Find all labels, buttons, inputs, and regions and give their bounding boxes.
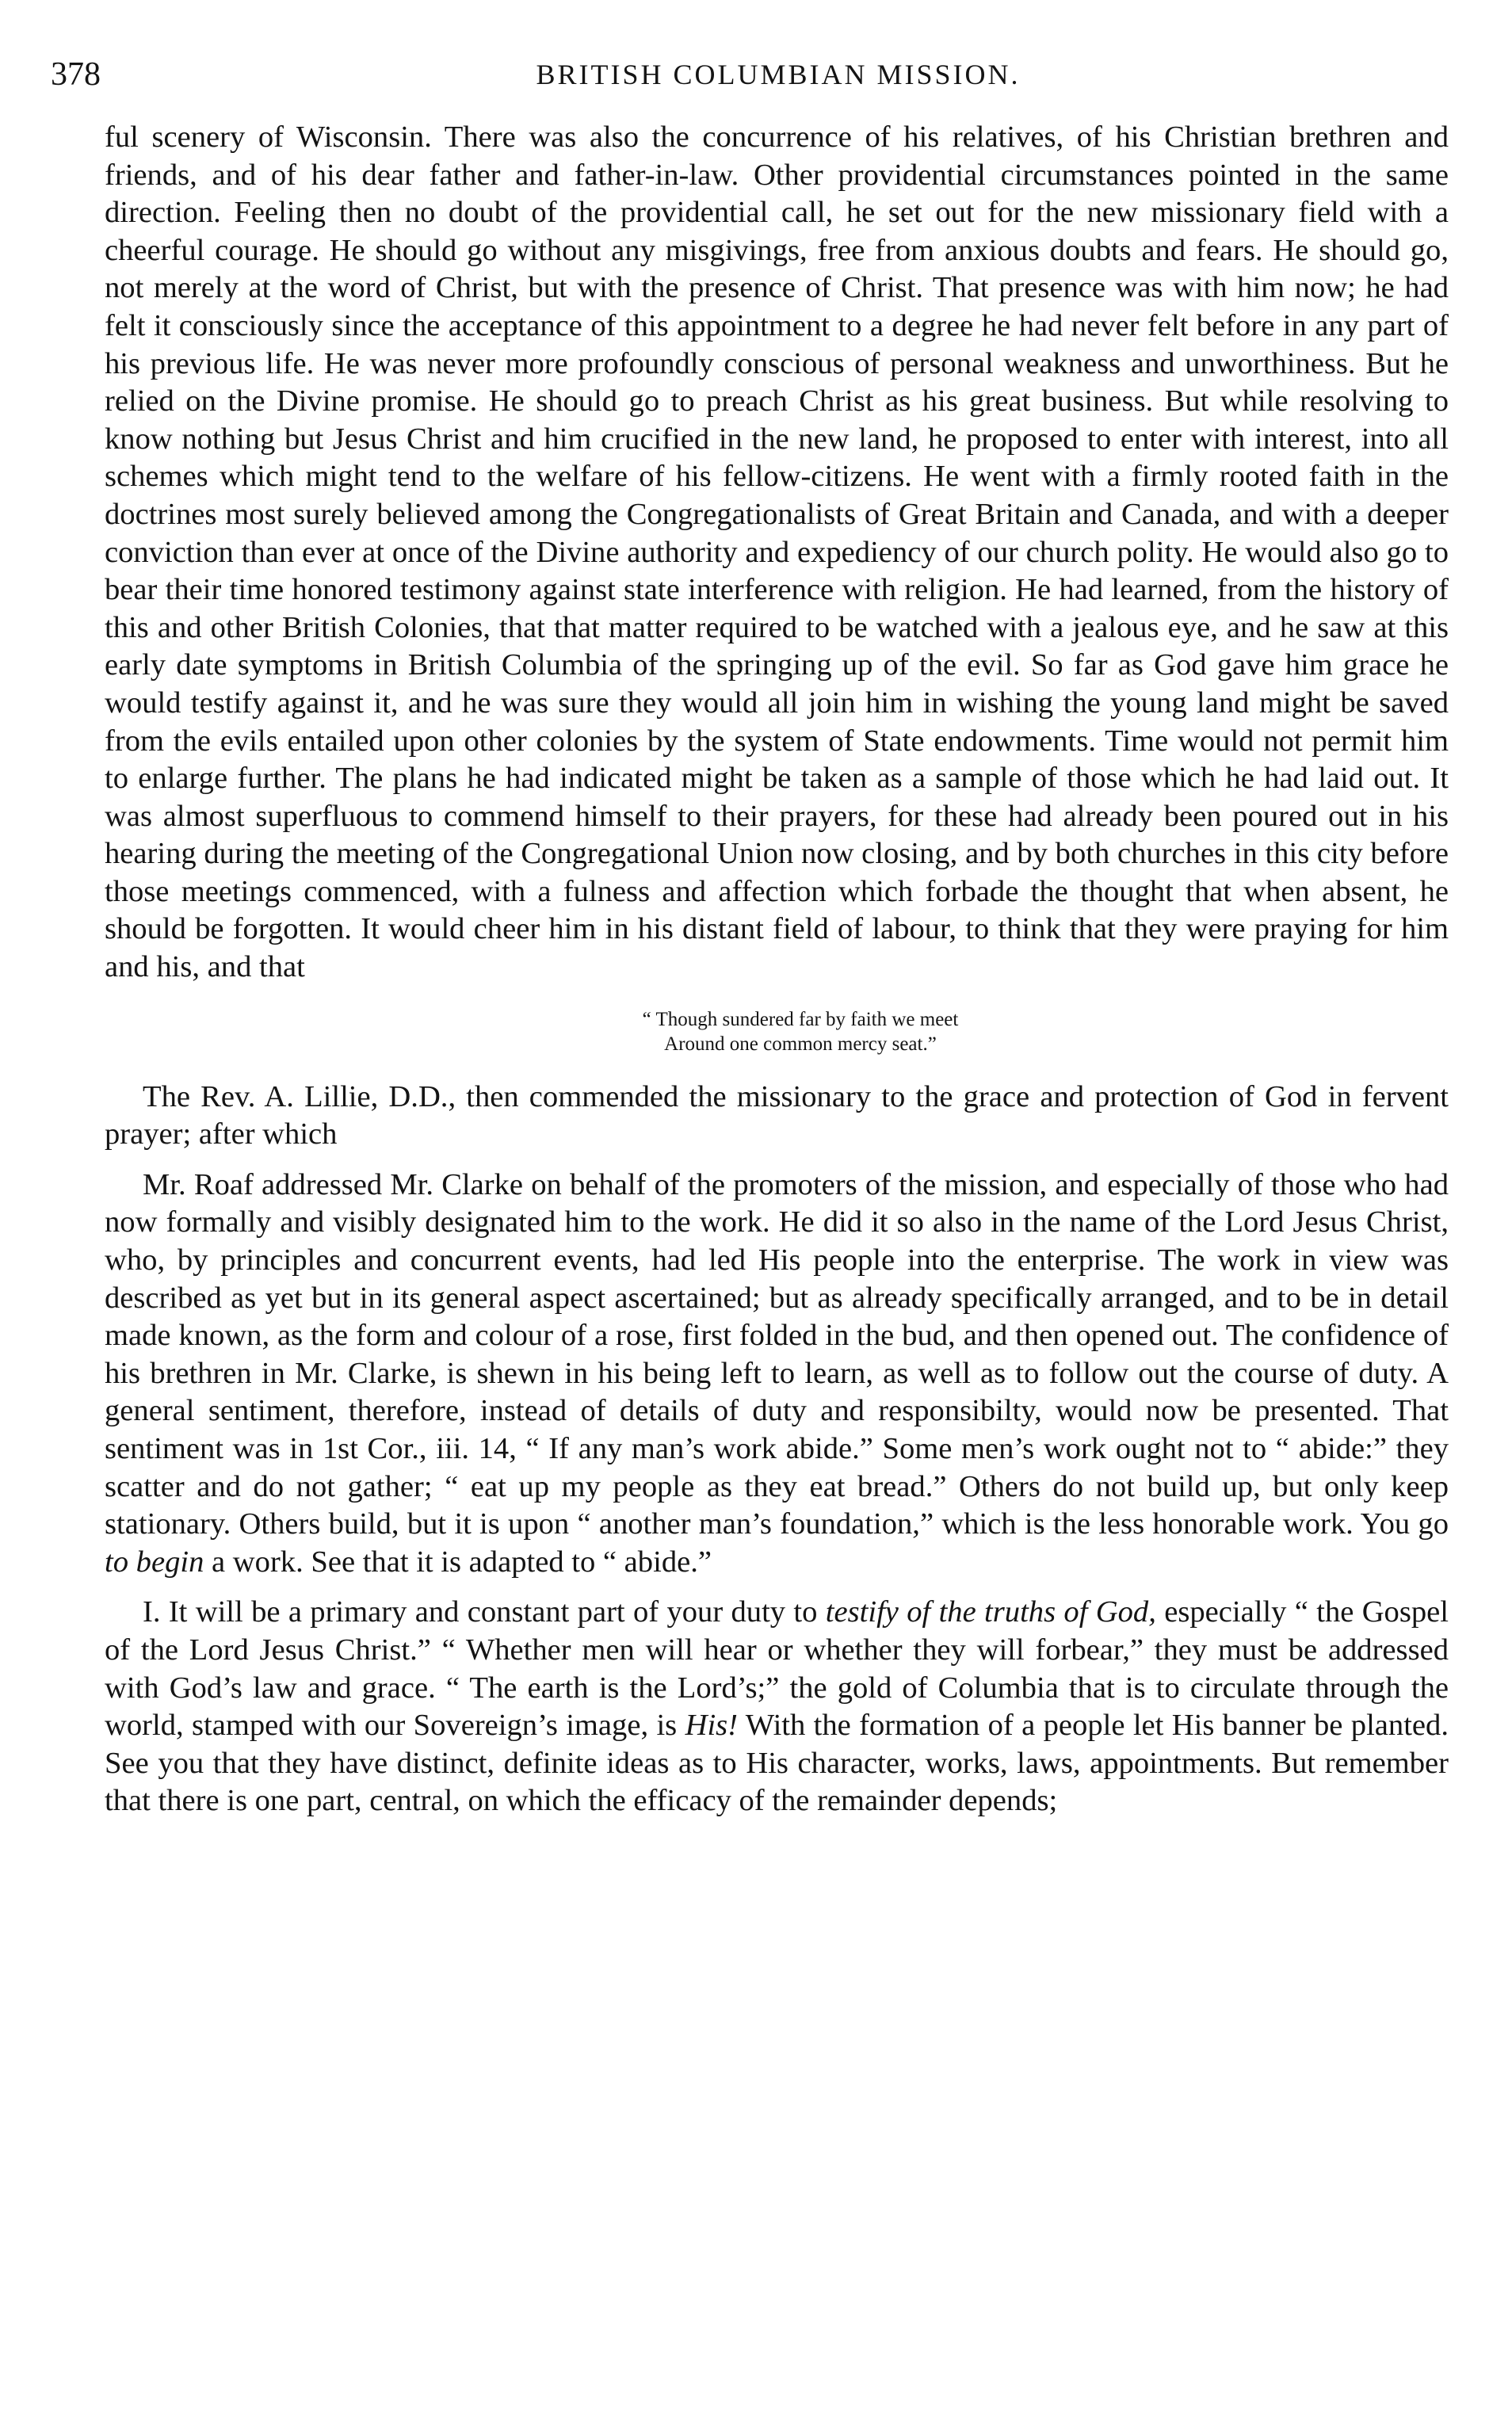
quote-line: Around one common mercy seat.” <box>664 1033 937 1055</box>
page-number: 378 <box>51 56 101 93</box>
paragraph-text: a work. See that it is adapted to “ abide.” <box>212 1545 712 1579</box>
paragraph-text: I. It will be a primary and constant part of your duty to <box>143 1595 818 1629</box>
paragraph-point-one <box>105 1594 1449 1820</box>
paragraph-text: Mr. Roaf addressed Mr. Clarke on behalf of the promoters of the mission, and especially of those who had now formally and visibly designated him to the work. He did it so also in the name of the Lord Jesus Christ, who, by principles and concurrent events, had led His people into the enterprise. The work in view was described as yet but in its general aspect ascertained; but as already specifically arranged, and to be in detail made known, as the form and colour of a rose, first folded in the bud, and then opened out. The confidence of his brethren in Mr. Clarke, is shewn in his being left to learn, as well as to follow out the course of duty. A general sentiment, therefore, instead of details of duty and responsibilty, would now be presented. That sentiment was in 1st Cor., iii. 14, “ If any man’s work abide.” Some men’s work ought not to “ abide:” they scatter and do not gather; “ eat up my people as they eat bread.” Others do not build up, but only keep stationary. Others build, but it is upon “ another man’s foundation,” which is the less honorable work. You go <box>105 1167 1449 1541</box>
emphasis-text: to begin <box>105 1545 204 1579</box>
quote-line: “ Though sundered far by faith we meet <box>642 1008 959 1030</box>
paragraph-prayer: The Rev. A. Lillie, D.D., then commended the missionary to the grace and protection of God in fervent prayer; after which <box>105 1079 1449 1151</box>
emphasis-text: testify of the truths of God, <box>825 1595 1156 1629</box>
paragraph-continuation: ful scenery of Wisconsin. There was also the concurrence of his relatives, of his Christian brethren and friends, and of his dear father and father-in-law. Other providential circumstances pointed in the same direction. Feeling then no doubt of the providential call, he set out for the new missionary field with a cheerful courage. He should go without any misgivings, free from anxious doubts and fears. He should go, not merely at the word of Christ, but with the presence of Christ. That presence was with him now; he had felt it consciously since the acceptance of this appointment to a degree he had never felt before in any part of his previous life. He was never more profoundly conscious of personal weakness and unworthiness. But he relied on the Divine promise. He should go to preach Christ as his great business. But while resolving to know nothing but Jesus Christ and him crucified in the new land, he proposed to enter with interest, into all schemes which might tend to the welfare of his fellow-citizens. He went with a firmly rooted faith in the doctrines most surely believed among the Congregationalists of Great Britain and Canada, and with a deeper conviction than ever at once of the Divine authority and expediency of our church polity. He would also go to bear their time honored testimony against state interference with religion. He had learned, from the history of this and other British Colonies, that that matter required to be watched with a jealous eye, and he saw at this early date symptoms in British Columbia of the springing up of the evil. So far as God gave him grace he would testify against it, and he was sure they would all join him in wishing the young land might be saved from the evils entailed upon other colonies by the system of State endowments. Time would not permit him to enlarge further. The plans he had indicated might be taken as a sample of those which he had laid out. It was almost superfluous to commend himself to their prayers, for these had already been poured out in his hearing during the meeting of the Congregational Union now closing, and by both churches in this city before those meetings commenced, with a fulness and affection which forbade the thought that when absent, he should be forgotten. It would cheer him in his distant field of labour, to think that they were praying for him and his, and that <box>105 120 1449 984</box>
paragraph-address <box>105 1167 1449 1582</box>
page-body <box>105 119 1449 1820</box>
emphasis-text: His! <box>685 1709 739 1743</box>
verse-quote <box>238 1007 1315 1056</box>
running-title: BRITISH COLUMBIAN MISSION. <box>536 59 1021 90</box>
paragraph-text: With the formation of a people let His banner be planted. See you that they have distinct, definite ideas as to His character, works, laws, appointments. But remember that there is one part, central, on which the efficacy of the remainder depends; <box>105 1709 1449 1818</box>
paragraph-text: especially “ the Gospel of the Lord Jesus Christ.” “ Whether men will hear or whether they will forbear,” they must be addressed with God’s law and grace. “ The earth is the Lord’s;” the gold of Columbia that is to circulate through the world, stamped with our Sovereign’s image, is <box>105 1595 1449 1743</box>
page-header <box>51 51 1458 98</box>
